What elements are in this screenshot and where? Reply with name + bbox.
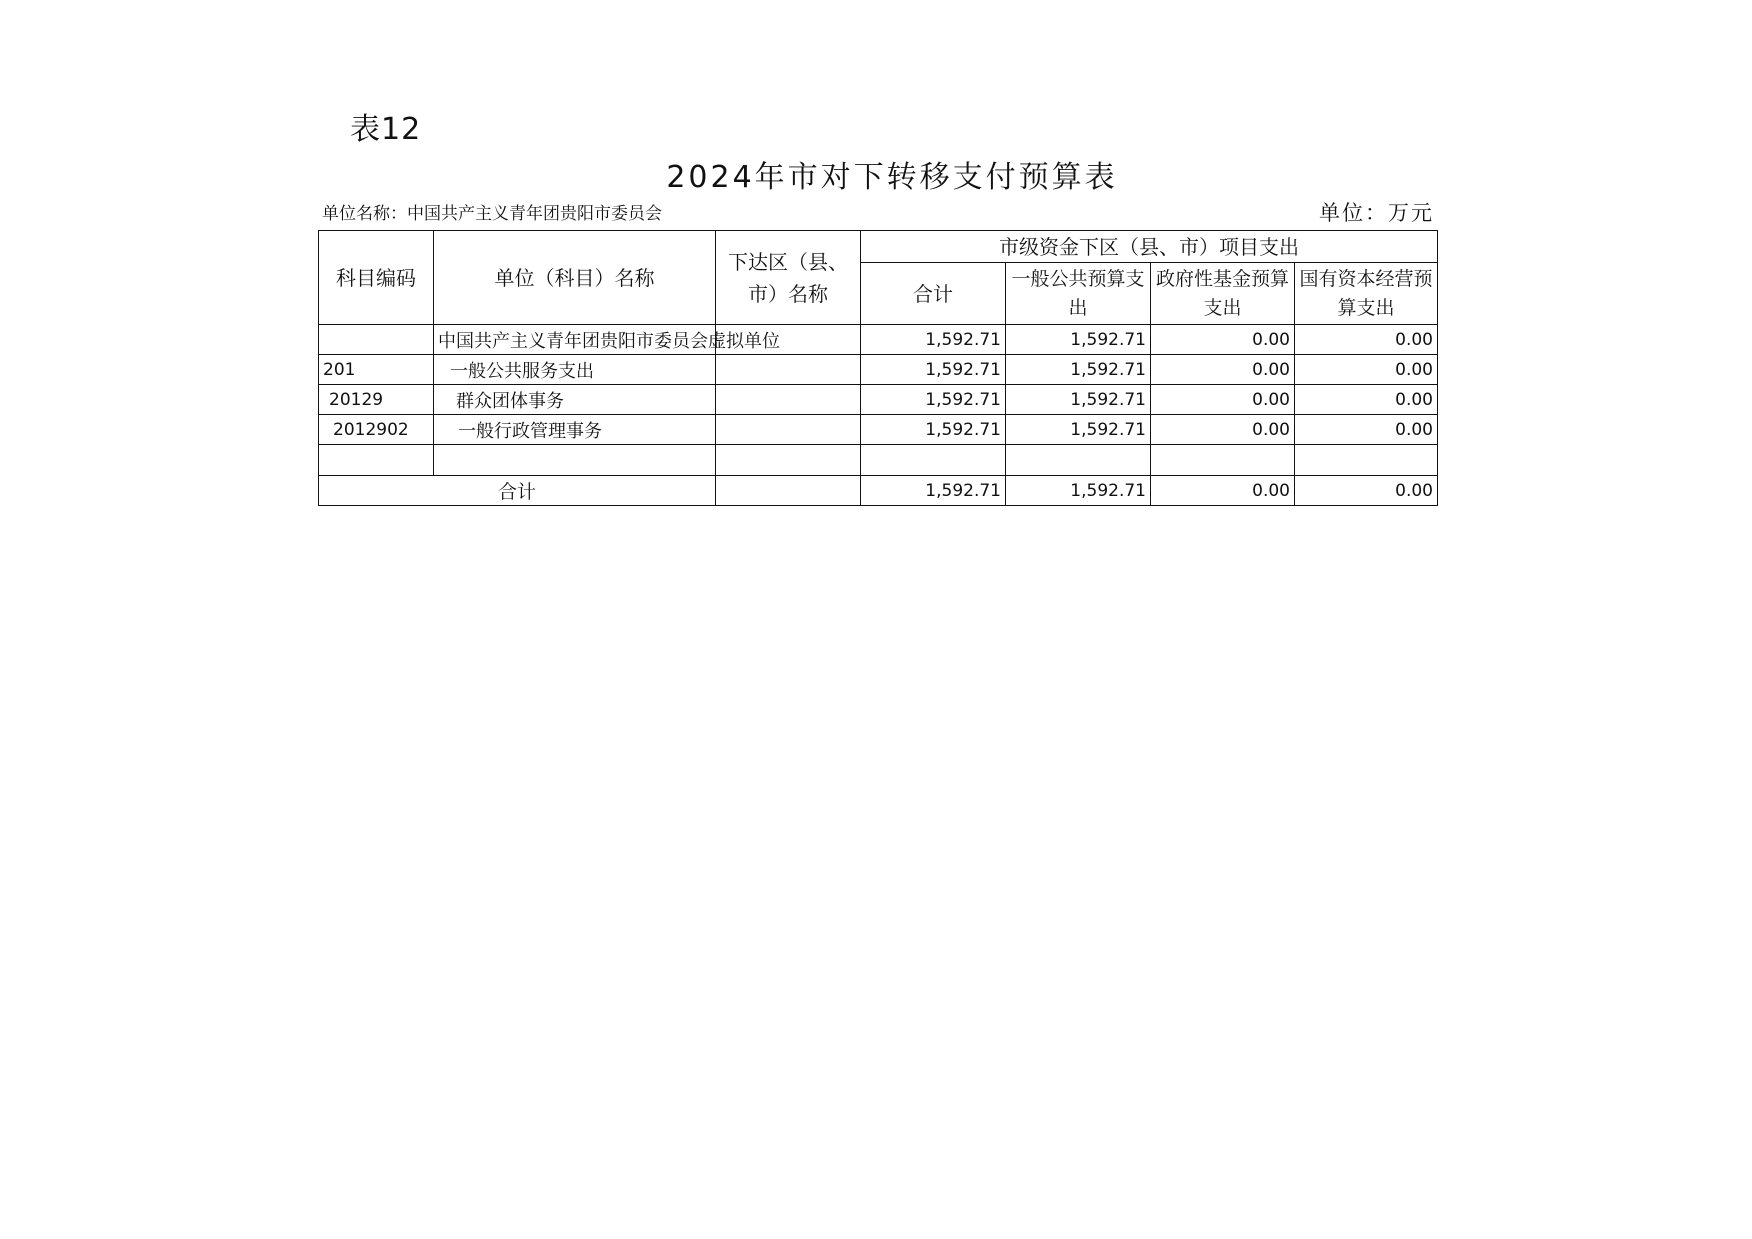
cell-total: 1,592.71 [861,325,1006,355]
total-row [319,476,1438,506]
header-row-1 [319,231,1438,263]
cell-state: 0.00 [1295,415,1438,445]
table-row [319,355,1438,385]
header-general: 一般公共预算支出 [1006,263,1151,325]
cell-fund: 0.00 [1151,355,1295,385]
cell-name: 一般公共服务支出 [434,355,716,385]
cell-state: 0.00 [1295,385,1438,415]
cell-name [434,445,716,476]
cell-code: 2012902 [319,415,434,445]
cell-district [716,445,861,476]
header-name: 单位（科目）名称 [434,231,716,325]
cell-fund [1151,445,1295,476]
cell-name: 群众团体事务 [434,385,716,415]
cell-total: 1,592.71 [861,355,1006,385]
cell-code [319,325,434,355]
cell-state [1295,445,1438,476]
cell-general: 1,592.71 [1006,355,1151,385]
header-district: 下达区（县、市）名称 [716,231,861,325]
table-row [319,415,1438,445]
cell-fund: 0.00 [1151,325,1295,355]
table-row [319,385,1438,415]
unit-line: 单位：万元 [1319,201,1434,225]
cell-general: 1,592.71 [1006,415,1151,445]
cell-total: 1,592.71 [861,385,1006,415]
cell-fund: 0.00 [1151,415,1295,445]
cell-name: 一般行政管理事务 [434,415,716,445]
cell-total [861,445,1006,476]
unit-name-line: 单位名称：中国共产主义青年团贵阳市委员会 [322,204,662,224]
sheet-label: 表12 [350,112,422,147]
budget-table [318,230,1438,506]
header-total: 合计 [861,263,1006,325]
cell-state: 0.00 [1295,325,1438,355]
cell-code: 20129 [319,385,434,415]
cell-state: 0.00 [1295,355,1438,385]
total-total: 1,592.71 [861,476,1006,506]
table-row-empty [319,445,1438,476]
header-fund: 政府性基金预算支出 [1151,263,1295,325]
total-general: 1,592.71 [1006,476,1151,506]
cell-code [319,445,434,476]
page-title: 2024年市对下转移支付预算表 [666,160,1118,195]
total-fund: 0.00 [1151,476,1295,506]
header-state: 国有资本经营预算支出 [1295,263,1438,325]
cell-general: 1,592.71 [1006,325,1151,355]
cell-district [716,355,861,385]
cell-district [716,415,861,445]
total-state: 0.00 [1295,476,1438,506]
total-district [716,476,861,506]
cell-general [1006,445,1151,476]
cell-code: 201 [319,355,434,385]
cell-fund: 0.00 [1151,385,1295,415]
cell-name: 中国共产主义青年团贵阳市委员会虚拟单位 [434,325,716,355]
header-code: 科目编码 [319,231,434,325]
cell-general: 1,592.71 [1006,385,1151,415]
table-row [319,325,1438,355]
total-label: 合计 [319,476,716,506]
cell-total: 1,592.71 [861,415,1006,445]
cell-district [716,385,861,415]
header-group: 市级资金下区（县、市）项目支出 [861,231,1438,263]
